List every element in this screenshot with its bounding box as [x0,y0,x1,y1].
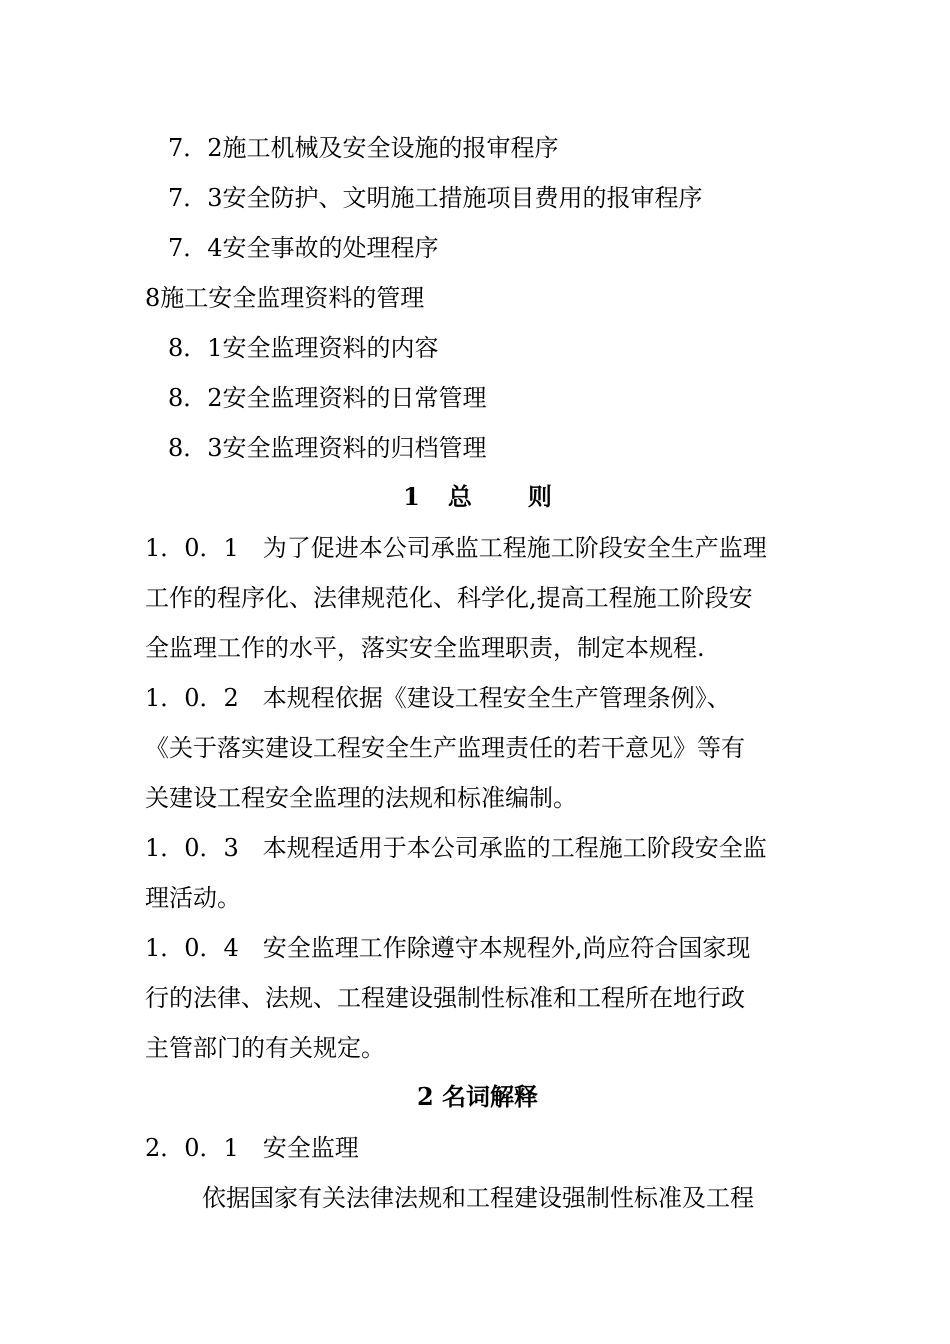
term-2-0-1-definition: 依据国家有关法律法规和工程建设强制性标准及工程 [202,1184,754,1212]
clause-1-0-1-line-3: 全监理工作的水平，落实安全监理职责，制定本规程. [145,634,705,662]
clause-1-0-3-line-2: 理活动。 [145,884,241,912]
clause-1-0-2-line-2: 《关于落实建设工程安全生产监理责任的若干意见》等有 [145,734,745,762]
clause-1-0-4-line-3: 主管部门的有关规定。 [145,1034,385,1062]
toc-entry-8: 8施工安全监理资料的管理 [145,284,425,312]
toc-entry-7-4: 7．4安全事故的处理程序 [168,234,439,262]
clause-1-0-1-line-2: 工作的程序化、法律规范化、科学化,提高工程施工阶段安 [145,584,753,612]
toc-entry-7-2: 7．2施工机械及安全设施的报审程序 [168,134,559,162]
section-1-title-char-2: 则 [527,482,552,511]
toc-entry-8-2: 8．2安全监理资料的日常管理 [168,384,487,412]
clause-1-0-2-line-3: 关建设工程安全监理的法规和标准编制。 [145,784,577,812]
toc-entry-8-1: 8．1安全监理资料的内容 [168,334,439,362]
clause-1-0-4-line-1: 1．0．4 安全监理工作除遵守本规程外,尚应符合国家现 [145,934,751,962]
toc-entry-8-3: 8．3安全监理资料的归档管理 [168,434,487,462]
clause-1-0-4-line-2: 行的法律、法规、工程建设强制性标准和工程所在地行政 [145,984,745,1012]
term-2-0-1-heading: 2．0．1 安全监理 [145,1134,359,1162]
section-2-heading: 2 名词解释 [416,1082,539,1111]
section-1-title-char-1: 总 [447,482,472,511]
clause-1-0-1-line-1: 1．0．1 为了促进本公司承监工程施工阶段安全生产监理 [145,534,767,562]
section-1-heading [145,482,810,512]
section-1-number: 1 [403,482,420,511]
clause-1-0-3-line-1: 1．0．3 本规程适用于本公司承监的工程施工阶段安全监 [145,834,767,862]
toc-entry-7-3: 7．3安全防护、文明施工措施项目费用的报审程序 [168,184,703,212]
clause-1-0-2-line-1: 1．0．2 本规程依据《建设工程安全生产管理条例》、 [145,684,731,712]
